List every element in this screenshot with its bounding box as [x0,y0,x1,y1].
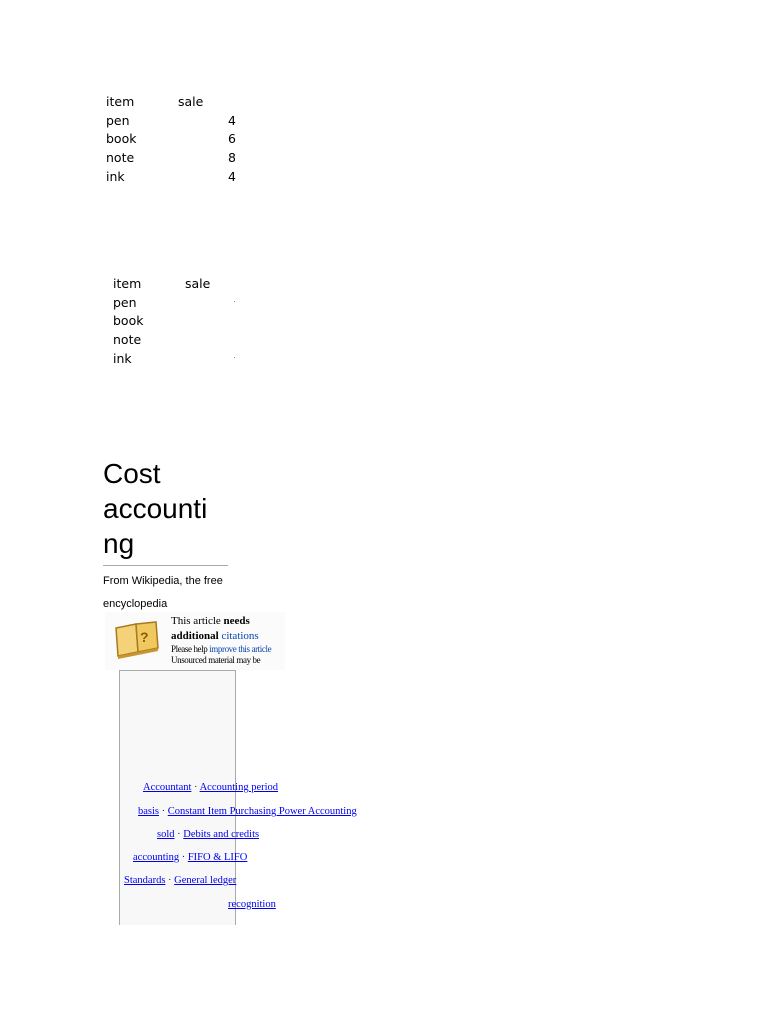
book-question-icon [112,618,162,664]
tagline-line: From Wikipedia, the free [103,575,223,587]
citation-notice-box [105,612,285,670]
clipped-value-mark [234,357,235,358]
notice-prefix: This article [171,615,224,627]
navbox-link[interactable]: Debits and credits [183,829,260,840]
navbox-line [138,806,357,817]
navbox-link[interactable]: recognition [228,899,276,910]
cell-sale: 4 [228,112,236,128]
article-tagline [103,570,233,616]
navbox-line [143,782,278,793]
cell-item: note [106,150,135,166]
cell-sale: 8 [228,150,236,166]
cell-item: pen [113,294,137,310]
cell-item: ink [113,350,132,366]
cell-item: pen [106,112,130,128]
sales-table-2 [113,275,237,368]
navbox-link[interactable]: FIFO & LIFO [187,852,248,863]
navbox-link[interactable]: basis [138,806,159,817]
title-line: ng [103,528,135,559]
table-row [113,312,237,331]
navbox-line [157,829,259,840]
navbox-link[interactable]: Accountant [143,782,192,793]
navbox-separator: · [161,806,166,817]
notice-bold: additional [171,630,219,642]
navbox-link[interactable]: General ledger [174,875,237,886]
table-row [106,112,236,131]
cell-sale: 4 [228,168,236,184]
title-line: Cost [103,458,161,489]
table-header-row [113,275,237,294]
cell-item: ink [106,168,125,184]
title-line: accounti [103,493,208,524]
article-title [103,456,228,566]
svg-text:?: ? [140,629,149,645]
citation-notice-text [171,614,301,666]
column-header-sale: sale [185,276,211,291]
navbox-separator: · [194,782,198,793]
cell-item: book [106,131,137,147]
cell-item: book [113,313,144,329]
navbox-link[interactable]: accounting [133,852,180,863]
table-header-row [106,93,236,112]
column-header-sale: sale [178,94,204,109]
table-row [113,350,237,369]
navbox-link[interactable]: Constant Item Purchasing Power Accounting [167,806,357,817]
sales-table-1 [106,93,236,186]
cell-sale: 6 [228,131,236,147]
navbox-link[interactable]: sold [157,829,175,840]
navbox-separator: · [177,829,181,840]
help-prefix: Please help [171,644,210,654]
clipped-value-mark [234,301,235,302]
table-row [113,331,237,350]
cell-item: note [113,332,142,348]
improve-article-link[interactable]: improve this article [209,644,272,654]
navbox-separator: · [168,875,172,886]
citations-link[interactable]: citations [221,630,259,642]
navbox-separator: · [181,852,186,863]
table-row [106,149,236,168]
notice-bold: needs [223,615,250,627]
navbox-link[interactable]: Standards [124,875,166,886]
navbox-line [133,852,247,863]
table-row [113,294,237,313]
table-row [106,130,236,149]
navbox-link[interactable]: Accounting period [199,782,279,793]
column-header-item: item [113,276,142,291]
table-row [106,168,236,187]
unsourced-note: Unsourced material may be [171,655,261,665]
navbox-line [228,899,276,910]
column-header-item: item [106,94,135,109]
navbox-line [124,875,236,886]
accounting-navbox [119,670,236,925]
tagline-line: encyclopedia [103,598,168,610]
